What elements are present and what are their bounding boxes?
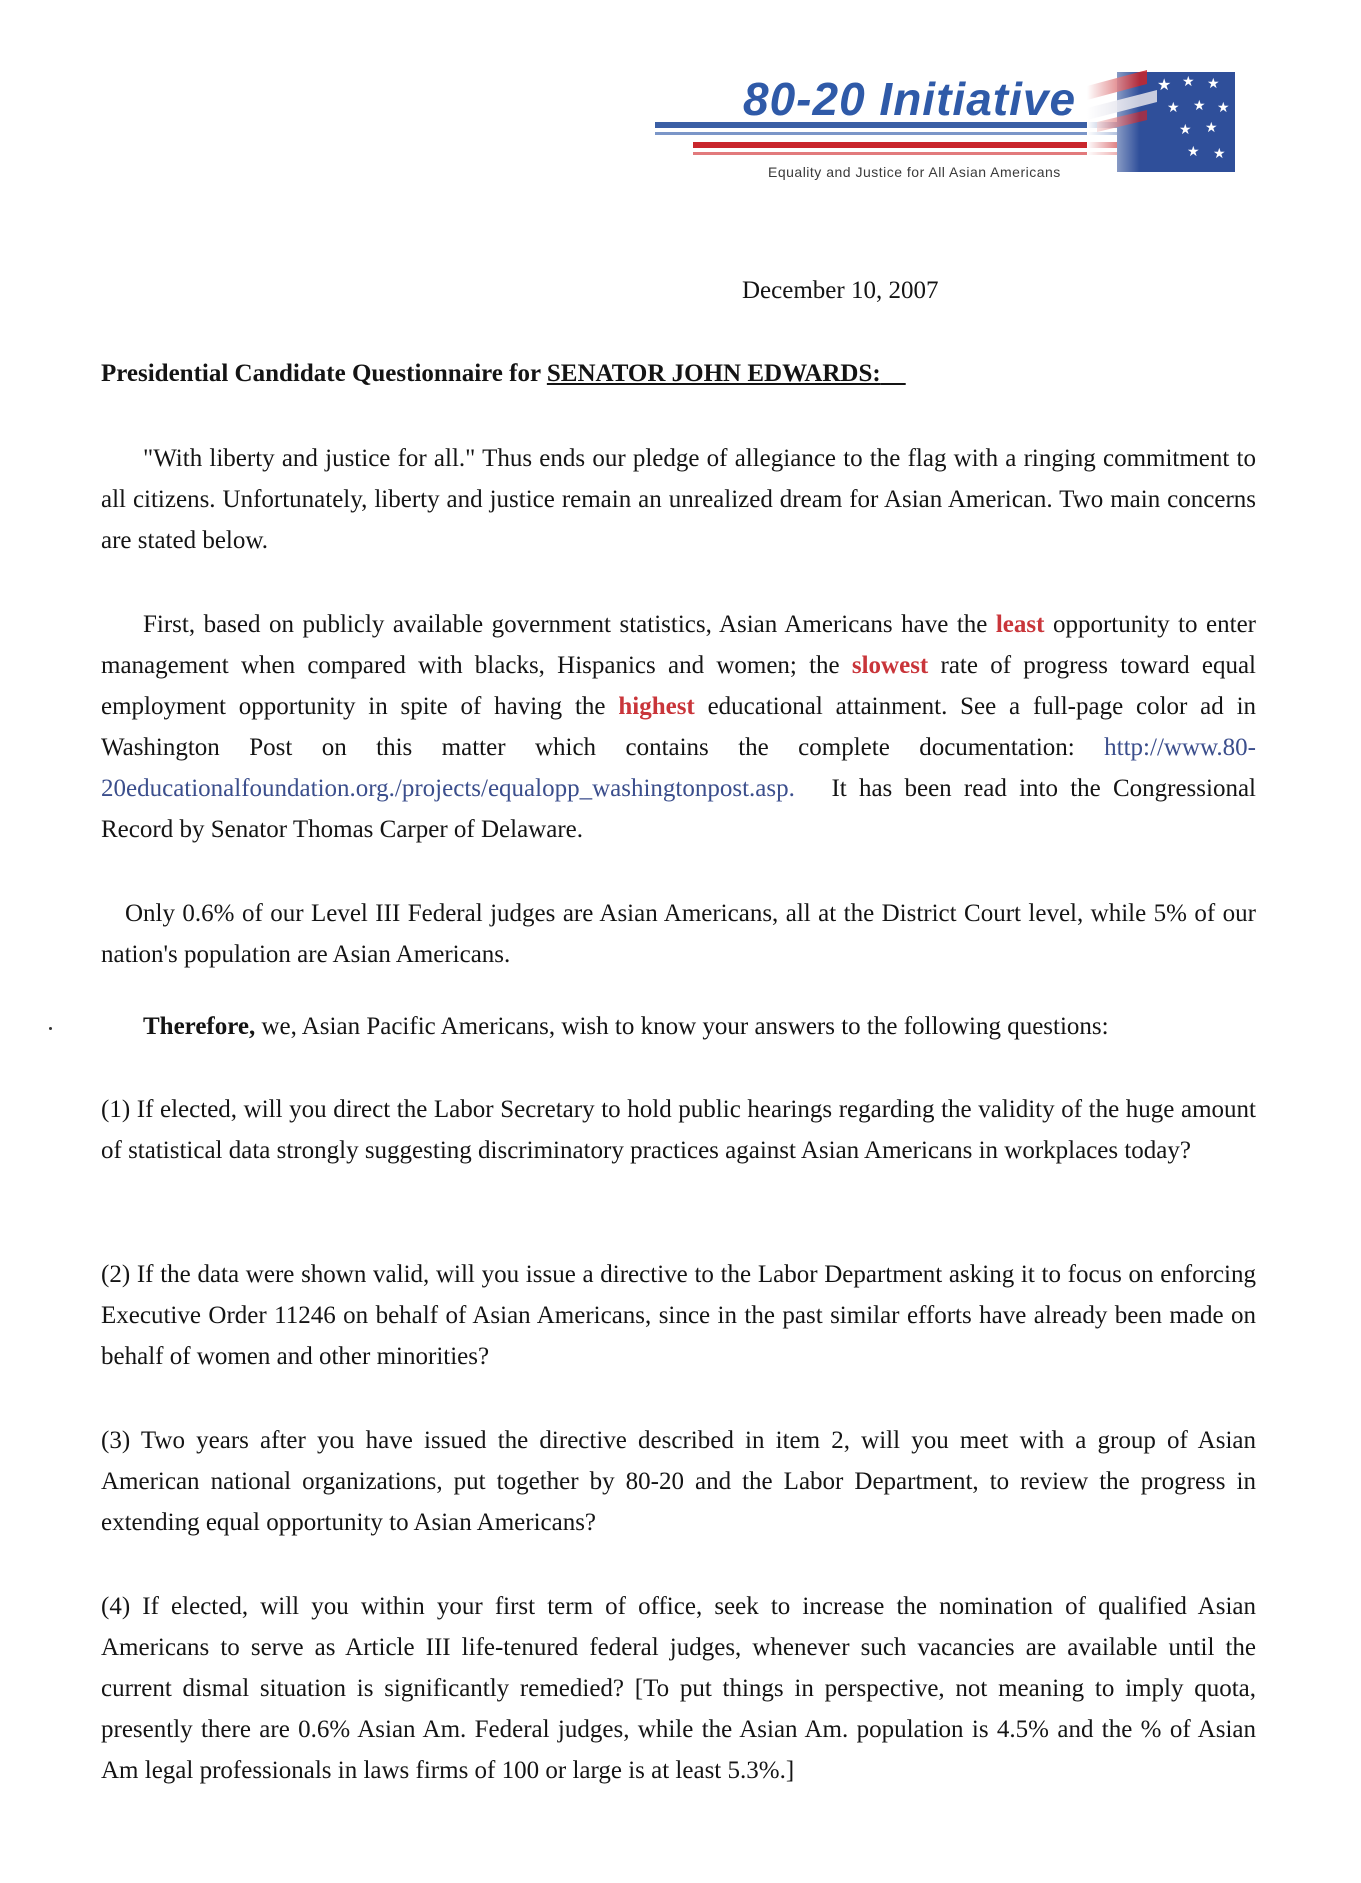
highlight-least: least [995,611,1045,638]
org-name: 80-20 Initiative [743,73,1077,125]
therefore-bold: Therefore, [143,1013,256,1040]
heading-prefix: Presidential Candidate Questionnaire for [101,360,541,387]
letterhead [655,58,1255,188]
first-text-1: First, based on publicly available government statistics, Asian Americans have the [143,611,988,638]
therefore-rest: we, Asian Pacific Americans, wish to know your answers to the following questions: [261,1013,1109,1040]
candidate-name [547,360,906,387]
intro-paragraph: "With liberty and justice for all." Thus ends our pledge of allegiance to the flag with a ringing commitment to all citizens. Unfortunately, liberty and justice remain an unrealized dream for Asian American. Two main concerns are stated below. [101,445,1256,554]
question-4: (4) If elected, will you within your first term of office, seek to increase the nomination of qualified Asian Americans to serve as Article III life-tenured federal judges, whenever such vacancies are available until the current dismal situation is significantly remedied? [To put things in perspective, not meaning to imply quota, presently there are 0.6% Asian Am. Federal judges, while the Asian Am. population is 4.5% and the % of Asian Am legal professionals in laws firms of 100 or large is at least 5.3%.] [101,1593,1256,1784]
highlight-slowest: slowest [851,652,929,679]
letterhead-stripe-light-blue [655,132,1125,135]
first-text-3: rate of progress toward equal employment opportunity in spite of having the [101,652,1256,720]
judges-paragraph: Only 0.6% of our Level III Federal judges are Asian Americans, all at the District Court level, while 5% of our nation's population are Asian Americans. [101,900,1256,968]
first-text-4: educational attainment. See a full-page color ad in Washington Post on this matter which contains the complete documentation: [101,693,1257,761]
scan-speck [49,1027,52,1030]
candidate-name-text: SENATOR JOHN EDWARDS: [546,360,881,387]
highlight-highest: highest [618,693,695,720]
letterhead-stripe-red [693,142,1133,148]
first-concern-paragraph [101,604,1256,850]
american-flag-icon [1087,66,1237,178]
therefore-paragraph [101,1006,1256,1047]
first-text-5: It has been read into the Congressional Record by Senator Thomas Carper of Delaware. [101,775,1256,843]
org-tagline: Equality and Justice for All Asian Americans [768,164,1061,180]
questionnaire-heading [101,360,906,388]
washington-post-ad-link[interactable]: http://www.80-20educationalfoundation.org./projects/equalopp_washingtonpost.asp. [101,734,1256,802]
question-1: (1) If elected, will you direct the Labor Secretary to hold public hearings regarding the validity of the huge amount of statistical data strongly suggesting discriminatory practices against Asian Americans in workplaces today? [101,1096,1256,1164]
first-text-2: opportunity to enter management when compared with blacks, Hispanics and women; the [101,611,1256,679]
letterhead-stripe-pink [693,152,1133,155]
question-3: (3) Two years after you have issued the directive described in item 2, will you meet with a group of Asian American national organizations, put together by 80-20 and the Labor Department, to review the progress in extending equal opportunity to Asian Americans? [101,1427,1256,1536]
letter-date: December 10, 2007 [742,277,939,304]
question-2: (2) If the data were shown valid, will you issue a directive to the Labor Department asking it to focus on enforcing Executive Order 11246 on behalf of Asian Americans, since in the past similar efforts have already been made on behalf of women and other minorities? [101,1261,1256,1370]
